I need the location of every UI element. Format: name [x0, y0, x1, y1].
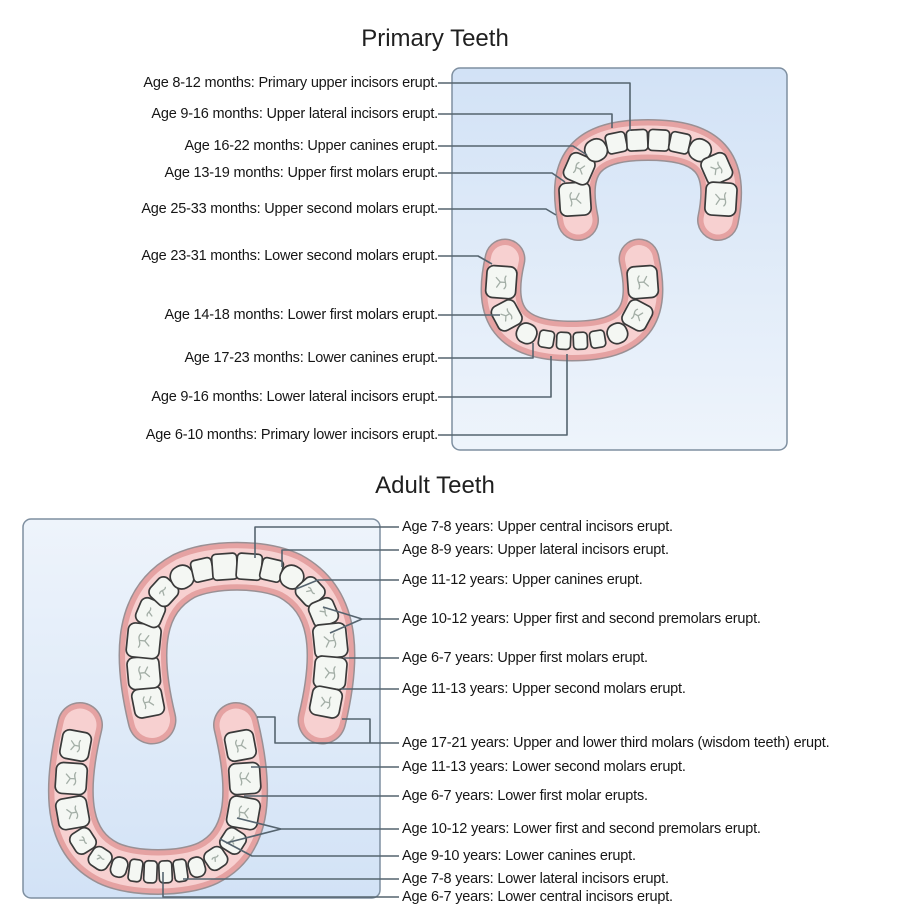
tooth — [55, 762, 88, 795]
eruption-label: Age 10-12 years: Lower first and second premolars erupt. — [402, 821, 761, 837]
eruption-label: Age 25-33 months: Upper second molars erupt. — [141, 201, 438, 217]
eruption-label: Age 14-18 months: Lower first molars erupt. — [164, 307, 438, 323]
eruption-label: Age 9-16 months: Lower lateral incisors erupt. — [151, 389, 438, 405]
eruption-label: Age 11-12 years: Upper canines erupt. — [402, 572, 643, 588]
eruption-label: Age 11-13 years: Lower second molars erupt. — [402, 759, 686, 775]
eruption-label: Age 7-8 years: Lower lateral incisors erupt. — [402, 871, 669, 887]
tooth — [211, 553, 238, 581]
eruption-label: Age 9-10 years: Lower canines erupt. — [402, 848, 636, 864]
tooth — [159, 861, 173, 884]
tooth — [626, 129, 648, 151]
tooth — [236, 553, 263, 581]
tooth — [604, 131, 628, 155]
eruption-label: Age 11-13 years: Upper second molars erupt. — [402, 681, 686, 697]
tooth — [55, 795, 91, 831]
eruption-label: Age 7-8 years: Upper central incisors erupt. — [402, 519, 673, 535]
adult-teeth-section — [0, 470, 900, 923]
eruption-label: Age 17-21 years: Upper and lower third molars (wisdom teeth) erupt. — [402, 735, 830, 751]
eruption-label: Age 16-22 months: Upper canines erupt. — [184, 138, 438, 154]
tooth — [223, 729, 257, 763]
tooth — [559, 182, 592, 217]
tooth — [627, 265, 659, 299]
tooth — [556, 332, 571, 350]
tooth — [589, 330, 607, 349]
tooth — [126, 655, 161, 690]
eruption-label: Age 17-23 months: Lower canines erupt. — [184, 350, 438, 366]
eruption-label: Age 9-16 months: Upper lateral incisors erupt. — [151, 106, 438, 122]
eruption-label: Age 10-12 years: Upper first and second premolars erupt. — [402, 611, 761, 627]
adult-teeth-title: Adult Teeth — [375, 472, 495, 499]
primary-teeth-title: Primary Teeth — [361, 25, 509, 52]
eruption-label: Age 6-7 years: Upper first molars erupt. — [402, 650, 648, 666]
tooth — [704, 182, 737, 217]
tooth — [128, 859, 144, 883]
eruption-label: Age 8-12 months: Primary upper incisors erupt. — [143, 75, 438, 91]
tooth — [573, 332, 588, 350]
tooth — [313, 655, 348, 690]
tooth — [308, 685, 343, 719]
eruption-label: Age 6-7 years: Lower first molar erupts. — [402, 788, 648, 804]
eruption-label: Age 8-9 years: Upper lateral incisors erupt. — [402, 542, 669, 558]
eruption-label: Age 23-31 months: Lower second molars erupt. — [141, 248, 438, 264]
tooth — [59, 729, 93, 763]
eruption-label: Age 6-7 years: Lower central incisors erupt. — [402, 889, 673, 905]
eruption-label: Age 6-10 months: Primary lower incisors erupt. — [145, 427, 438, 443]
tooth — [225, 795, 261, 831]
tooth — [144, 861, 158, 884]
eruption-label: Age 13-19 months: Upper first molars erupt. — [164, 165, 438, 181]
tooth — [485, 265, 517, 299]
tooth — [538, 330, 556, 349]
tooth — [648, 129, 670, 151]
